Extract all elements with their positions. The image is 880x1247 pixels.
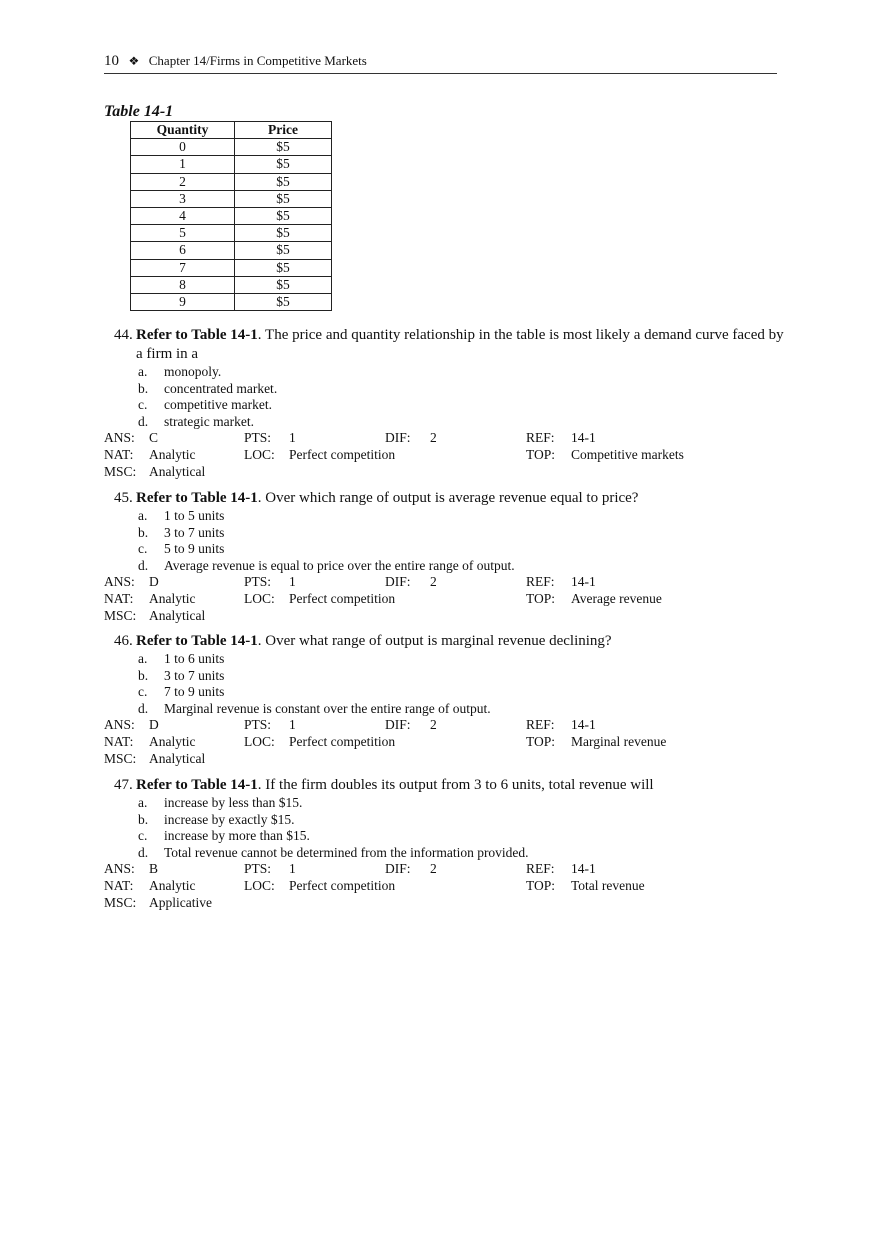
pts-value: 1: [289, 574, 296, 590]
ans-key: ANS:: [104, 574, 135, 590]
dif-value: 2: [430, 574, 437, 590]
question-stem: [104, 776, 784, 795]
choice-c: [104, 397, 784, 414]
page-number: 10: [104, 53, 119, 69]
ans-value: C: [149, 430, 159, 446]
meta-row: [104, 878, 784, 895]
ref-key: REF:: [526, 861, 555, 877]
choice-a: [104, 508, 784, 525]
ref-key: REF:: [526, 574, 555, 590]
top-key: TOP:: [526, 591, 556, 607]
question-number: 47.: [114, 777, 133, 793]
quantity-cell: 9: [131, 293, 235, 310]
column-header-quantity: Quantity: [131, 122, 235, 139]
choice-text: monopoly.: [164, 364, 222, 379]
meta-row: [104, 464, 784, 481]
question-number: 46.: [114, 633, 133, 649]
top-value: Total revenue: [571, 878, 645, 894]
msc-value: Applicative: [149, 895, 212, 911]
choice-b: [104, 812, 784, 829]
diamond-separator-icon: ❖: [128, 54, 140, 68]
loc-key: LOC:: [244, 447, 275, 463]
pts-value: 1: [289, 717, 296, 733]
loc-key: LOC:: [244, 734, 275, 750]
ans-key: ANS:: [104, 430, 135, 446]
choice-text: 3 to 7 units: [164, 667, 225, 683]
table-row: [131, 139, 332, 156]
quantity-cell: 4: [131, 207, 235, 224]
answer-metadata: [104, 574, 784, 625]
choice-c: [104, 684, 784, 701]
ref-value: 14-1: [571, 861, 596, 877]
choice-letter: a.: [138, 364, 148, 379]
choice-letter: c.: [138, 828, 148, 844]
question-stem: [104, 632, 784, 651]
choice-b: [104, 668, 784, 685]
dif-key: DIF:: [385, 430, 411, 446]
choice-letter: a.: [138, 795, 148, 810]
pts-key: PTS:: [244, 430, 272, 446]
choice-d: [104, 414, 784, 431]
price-cell: $5: [235, 259, 332, 276]
nat-value: Analytic: [149, 734, 196, 750]
ref-value: 14-1: [571, 574, 596, 590]
ref-key: REF:: [526, 430, 555, 446]
answer-choices: [104, 364, 784, 430]
meta-row: [104, 895, 784, 912]
loc-value: Perfect competition: [289, 447, 396, 463]
ref-value: 14-1: [571, 717, 596, 733]
choice-text: Average revenue is equal to price over the entire range of output.: [164, 557, 515, 573]
ans-value: B: [149, 861, 159, 877]
msc-value: Analytical: [149, 608, 206, 624]
top-value: Marginal revenue: [571, 734, 667, 750]
choice-d: [104, 701, 784, 718]
nat-key: NAT:: [104, 591, 134, 607]
dif-key: DIF:: [385, 861, 411, 877]
answer-metadata: [104, 717, 784, 768]
answer-choices: [104, 651, 784, 717]
msc-value: Analytical: [149, 751, 206, 767]
price-cell: $5: [235, 156, 332, 173]
msc-key: MSC:: [104, 751, 137, 767]
price-cell: $5: [235, 276, 332, 293]
table-row: [131, 242, 332, 259]
table-title: Table 14-1: [104, 103, 174, 120]
pts-value: 1: [289, 430, 296, 446]
choice-letter: d.: [138, 557, 149, 573]
choice-c: [104, 828, 784, 845]
quantity-cell: 1: [131, 156, 235, 173]
question-stem: [104, 489, 784, 508]
price-cell: $5: [235, 225, 332, 242]
question-44: [104, 326, 784, 481]
pts-key: PTS:: [244, 861, 272, 877]
question-text: . Over what range of output is marginal revenue declining?: [257, 633, 612, 649]
table-row: [131, 293, 332, 310]
msc-key: MSC:: [104, 464, 137, 480]
pts-value: 1: [289, 861, 296, 877]
choice-a: [104, 364, 784, 381]
choice-letter: b.: [138, 524, 149, 540]
question-45: [104, 489, 784, 625]
meta-row: [104, 430, 784, 447]
quantity-cell: 3: [131, 190, 235, 207]
choice-text: 1 to 5 units: [164, 508, 225, 523]
table-reference: Refer to Table 14-1: [136, 633, 258, 649]
dif-value: 2: [430, 861, 437, 877]
choice-c: [104, 541, 784, 558]
chapter-title: Chapter 14/Firms in Competitive Markets: [148, 53, 367, 68]
ans-value: D: [149, 717, 159, 733]
nat-key: NAT:: [104, 734, 134, 750]
nat-key: NAT:: [104, 878, 134, 894]
loc-key: LOC:: [244, 591, 275, 607]
meta-row: [104, 574, 784, 591]
choice-letter: c.: [138, 541, 148, 557]
msc-key: MSC:: [104, 895, 137, 911]
price-cell: $5: [235, 190, 332, 207]
question-number: 44.: [114, 327, 133, 343]
answer-choices: [104, 508, 784, 574]
ref-value: 14-1: [571, 430, 596, 446]
loc-key: LOC:: [244, 878, 275, 894]
question-text: . The price and quantity relationship in the table is most likely a demand curve faced by a firm in a: [136, 327, 784, 362]
answer-metadata: [104, 861, 784, 912]
ans-value: D: [149, 574, 159, 590]
nat-value: Analytic: [149, 447, 196, 463]
question-text: . Over which range of output is average revenue equal to price?: [257, 490, 639, 506]
table-row: [131, 156, 332, 173]
choice-letter: c.: [138, 397, 148, 413]
meta-row: [104, 861, 784, 878]
pts-key: PTS:: [244, 574, 272, 590]
question-stem: [104, 326, 784, 364]
msc-value: Analytical: [149, 464, 206, 480]
quantity-cell: 6: [131, 242, 235, 259]
price-cell: $5: [235, 139, 332, 156]
msc-key: MSC:: [104, 608, 137, 624]
choice-text: increase by more than $15.: [164, 828, 310, 844]
choice-b: [104, 381, 784, 398]
quantity-cell: 2: [131, 173, 235, 190]
loc-value: Perfect competition: [289, 734, 396, 750]
choice-a: [104, 795, 784, 812]
meta-row: [104, 751, 784, 768]
column-header-price: Price: [235, 122, 332, 139]
choice-text: Total revenue cannot be determined from the information provided.: [164, 844, 529, 860]
question-47: [104, 776, 784, 912]
table-row: [131, 276, 332, 293]
price-cell: $5: [235, 173, 332, 190]
choice-text: 5 to 9 units: [164, 541, 225, 557]
table-reference: Refer to Table 14-1: [136, 327, 258, 343]
choice-b: [104, 525, 784, 542]
loc-value: Perfect competition: [289, 591, 396, 607]
price-cell: $5: [235, 293, 332, 310]
dif-key: DIF:: [385, 574, 411, 590]
dif-value: 2: [430, 717, 437, 733]
answer-metadata: [104, 430, 784, 481]
dif-key: DIF:: [385, 717, 411, 733]
choice-text: increase by exactly $15.: [164, 811, 295, 827]
question-number: 45.: [114, 490, 133, 506]
choice-letter: a.: [138, 508, 148, 523]
choice-d: [104, 845, 784, 862]
choice-letter: d.: [138, 700, 149, 716]
meta-row: [104, 717, 784, 734]
price-cell: $5: [235, 242, 332, 259]
ans-key: ANS:: [104, 861, 135, 877]
ans-key: ANS:: [104, 717, 135, 733]
choice-text: Marginal revenue is constant over the entire range of output.: [164, 700, 491, 716]
meta-row: [104, 734, 784, 751]
price-quantity-table: [130, 121, 332, 311]
meta-row: [104, 447, 784, 464]
ref-key: REF:: [526, 717, 555, 733]
quantity-cell: 8: [131, 276, 235, 293]
choice-a: [104, 651, 784, 668]
table-header-row: [131, 122, 332, 139]
choice-letter: c.: [138, 684, 148, 700]
quantity-cell: 7: [131, 259, 235, 276]
nat-key: NAT:: [104, 447, 134, 463]
pts-key: PTS:: [244, 717, 272, 733]
top-value: Average revenue: [571, 591, 662, 607]
question-46: [104, 632, 784, 768]
choice-text: strategic market.: [164, 413, 254, 429]
dif-value: 2: [430, 430, 437, 446]
choice-letter: a.: [138, 651, 148, 666]
table-row: [131, 190, 332, 207]
table-row: [131, 207, 332, 224]
question-text: . If the firm doubles its output from 3 to 6 units, total revenue will: [257, 777, 654, 793]
choice-text: increase by less than $15.: [164, 795, 303, 810]
nat-value: Analytic: [149, 878, 196, 894]
top-value: Competitive markets: [571, 447, 684, 463]
top-key: TOP:: [526, 447, 556, 463]
choice-text: competitive market.: [164, 397, 272, 413]
meta-row: [104, 591, 784, 608]
top-key: TOP:: [526, 734, 556, 750]
choice-text: 1 to 6 units: [164, 651, 225, 666]
quantity-cell: 5: [131, 225, 235, 242]
table-reference: Refer to Table 14-1: [136, 490, 258, 506]
choice-d: [104, 558, 784, 575]
loc-value: Perfect competition: [289, 878, 396, 894]
price-cell: $5: [235, 207, 332, 224]
nat-value: Analytic: [149, 591, 196, 607]
choice-letter: b.: [138, 380, 149, 396]
top-key: TOP:: [526, 878, 556, 894]
table-reference: Refer to Table 14-1: [136, 777, 258, 793]
table-row: [131, 259, 332, 276]
choice-letter: b.: [138, 667, 149, 683]
table-row: [131, 225, 332, 242]
choice-letter: b.: [138, 811, 149, 827]
choice-text: concentrated market.: [164, 380, 278, 396]
table-row: [131, 173, 332, 190]
choice-text: 3 to 7 units: [164, 524, 225, 540]
choice-letter: d.: [138, 413, 149, 429]
page-header: [104, 52, 777, 74]
choice-letter: d.: [138, 844, 149, 860]
answer-choices: [104, 795, 784, 861]
meta-row: [104, 608, 784, 625]
choice-text: 7 to 9 units: [164, 684, 225, 700]
quantity-cell: 0: [131, 139, 235, 156]
